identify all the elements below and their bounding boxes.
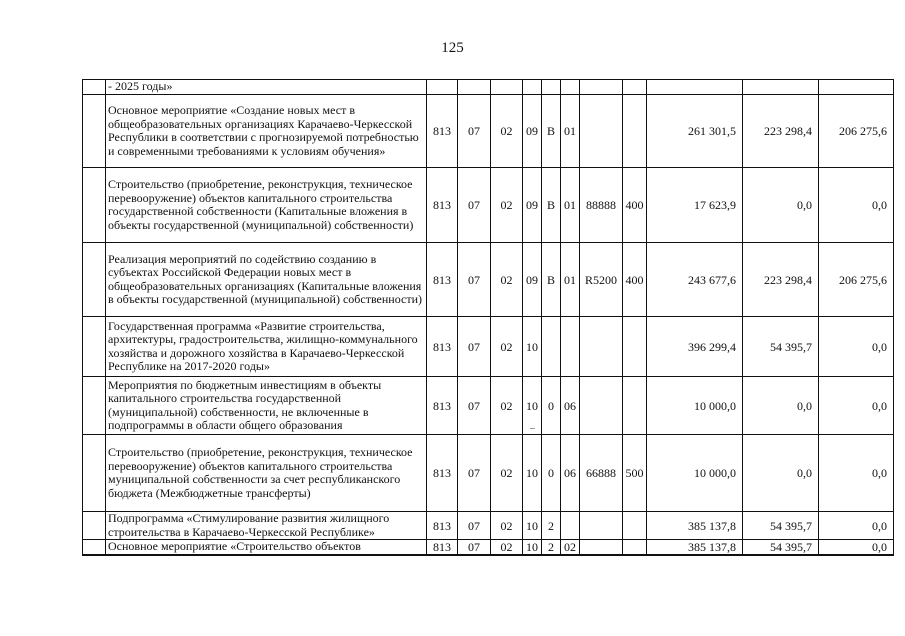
amount-2-cell: 0,0 (743, 435, 819, 512)
amount-2-cell: 223 298,4 (743, 95, 819, 168)
amount-1-cell (647, 80, 743, 95)
amount-1-cell: 396 299,4 (647, 317, 743, 377)
target4-cell (580, 95, 623, 168)
target2-cell (542, 80, 561, 95)
ministry-cell: 813 (427, 512, 458, 540)
section-cell: 07 (458, 168, 491, 243)
amount-3-cell: 206 275,6 (819, 95, 894, 168)
target3-cell: 02 (561, 540, 580, 556)
expense-type-cell (623, 80, 647, 95)
amount-1-cell: 385 137,8 (647, 512, 743, 540)
target2-cell: В (542, 168, 561, 243)
target1-cell (523, 80, 542, 95)
section-cell: 07 (458, 435, 491, 512)
item-name-cell: Реализация мероприятий по содействию созданию в субъектах Российской Федерации новых мест в общеобразовательных организациях (Капитальные вложения в объекты государственной (муниципальной) собственности) (106, 243, 427, 317)
subsection-cell: 02 (491, 512, 523, 540)
target4-cell (580, 317, 623, 377)
target3-cell (561, 317, 580, 377)
table-row (83, 80, 894, 95)
target4-cell: 66888 (580, 435, 623, 512)
target4-cell (580, 80, 623, 95)
target4-cell: 88888 (580, 168, 623, 243)
target4-cell (580, 377, 623, 435)
subsection-cell: 02 (491, 435, 523, 512)
target1-cell: 09 (523, 243, 542, 317)
expense-type-cell (623, 377, 647, 435)
subsection-cell: 02 (491, 95, 523, 168)
expense-type-cell: 400 (623, 168, 647, 243)
amount-1-cell: 243 677,6 (647, 243, 743, 317)
target1-cell: 10 (523, 512, 542, 540)
ministry-cell: 813 (427, 243, 458, 317)
subsection-cell (491, 80, 523, 95)
expense-type-cell (623, 512, 647, 540)
amount-2-cell: 0,0 (743, 377, 819, 435)
section-cell: 07 (458, 512, 491, 540)
target2-cell (542, 317, 561, 377)
budget-table (82, 79, 894, 556)
row-index-cell (83, 512, 106, 540)
table-row (83, 317, 894, 377)
row-index-cell (83, 80, 106, 95)
subsection-cell: 02 (491, 540, 523, 556)
expense-type-cell (623, 540, 647, 556)
row-index-cell (83, 435, 106, 512)
item-name-cell: Мероприятия по бюджетным инвестициям в объекты капитального строительства государственной (муниципальной) собственности, не включенные в подпрограммы в области общего образования (106, 377, 427, 435)
amount-1-cell: 10 000,0 (647, 435, 743, 512)
expense-type-cell (623, 317, 647, 377)
target3-cell (561, 512, 580, 540)
ministry-cell: 813 (427, 540, 458, 556)
ministry-cell: 813 (427, 435, 458, 512)
target1-cell: 10 (523, 540, 542, 556)
row-index-cell (83, 168, 106, 243)
ministry-cell: 813 (427, 317, 458, 377)
scan-mark (530, 428, 535, 429)
subsection-cell: 02 (491, 243, 523, 317)
amount-3-cell (819, 80, 894, 95)
item-name-cell: Основное мероприятие «Строительство объектов (106, 540, 427, 556)
section-cell: 07 (458, 377, 491, 435)
table-row (83, 512, 894, 540)
amount-3-cell: 0,0 (819, 377, 894, 435)
target3-cell: 06 (561, 377, 580, 435)
amount-2-cell: 223 298,4 (743, 243, 819, 317)
target1-cell: 10 (523, 435, 542, 512)
row-index-cell (83, 95, 106, 168)
target1-cell: 10 (523, 377, 542, 435)
subsection-cell: 02 (491, 168, 523, 243)
amount-2-cell (743, 80, 819, 95)
item-name-cell: Строительство (приобретение, реконструкция, техническое перевооружение) объектов капитального строительства муниципальной собственности за счет республиканского бюджета (Межбюджетные трансферты) (106, 435, 427, 512)
row-index-cell (83, 377, 106, 435)
target2-cell: В (542, 243, 561, 317)
amount-1-cell: 10 000,0 (647, 377, 743, 435)
row-index-cell (83, 243, 106, 317)
amount-2-cell: 0,0 (743, 168, 819, 243)
ministry-cell (427, 80, 458, 95)
expense-type-cell: 500 (623, 435, 647, 512)
table-row (83, 435, 894, 512)
item-name-cell: - 2025 годы» (106, 80, 427, 95)
section-cell (458, 80, 491, 95)
target4-cell: R5200 (580, 243, 623, 317)
amount-1-cell: 261 301,5 (647, 95, 743, 168)
item-name-cell: Подпрограмма «Стимулирование развития жилищного строительства в Карачаево-Черкесской Республике» (106, 512, 427, 540)
item-name-cell: Основное мероприятие «Создание новых мест в общеобразовательных организациях Карачаево-Черкесской Республики в соответствии с прогнозируемой потребностью и современными требованиями к условиям обучения» (106, 95, 427, 168)
amount-2-cell: 54 395,7 (743, 317, 819, 377)
table-row (83, 540, 894, 556)
target2-cell: 2 (542, 540, 561, 556)
target4-cell (580, 512, 623, 540)
table-row (83, 168, 894, 243)
target1-cell: 09 (523, 168, 542, 243)
target2-cell: 0 (542, 377, 561, 435)
table-row (83, 95, 894, 168)
target2-cell: В (542, 95, 561, 168)
target1-cell: 09 (523, 95, 542, 168)
target3-cell (561, 80, 580, 95)
target1-cell: 10 (523, 317, 542, 377)
expense-type-cell (623, 95, 647, 168)
ministry-cell: 813 (427, 168, 458, 243)
page-number: 125 (441, 40, 464, 56)
amount-1-cell: 385 137,8 (647, 540, 743, 556)
subsection-cell: 02 (491, 377, 523, 435)
target3-cell: 06 (561, 435, 580, 512)
table-row (83, 243, 894, 317)
amount-3-cell: 0,0 (819, 317, 894, 377)
ministry-cell: 813 (427, 95, 458, 168)
target4-cell (580, 540, 623, 556)
row-index-cell (83, 540, 106, 556)
expense-type-cell: 400 (623, 243, 647, 317)
table-row (83, 377, 894, 435)
amount-3-cell: 206 275,6 (819, 243, 894, 317)
ministry-cell: 813 (427, 377, 458, 435)
amount-2-cell: 54 395,7 (743, 540, 819, 556)
section-cell: 07 (458, 540, 491, 556)
section-cell: 07 (458, 95, 491, 168)
subsection-cell: 02 (491, 317, 523, 377)
amount-1-cell: 17 623,9 (647, 168, 743, 243)
amount-3-cell: 0,0 (819, 512, 894, 540)
section-cell: 07 (458, 317, 491, 377)
amount-3-cell: 0,0 (819, 168, 894, 243)
amount-3-cell: 0,0 (819, 435, 894, 512)
row-index-cell (83, 317, 106, 377)
amount-3-cell: 0,0 (819, 540, 894, 556)
amount-2-cell: 54 395,7 (743, 512, 819, 540)
item-name-cell: Государственная программа «Развитие строительства, архитектуры, градостроительства, жилищно-коммунального хозяйства и дорожного хозяйства в Карачаево-Черкесской Республике на 2017-2020 годы» (106, 317, 427, 377)
item-name-cell: Строительство (приобретение, реконструкция, техническое перевооружение) объектов капитального строительства государственной собственности (Капитальные вложения в объекты государственной (муниципальной) собственности) (106, 168, 427, 243)
target2-cell: 0 (542, 435, 561, 512)
target3-cell: 01 (561, 168, 580, 243)
section-cell: 07 (458, 243, 491, 317)
target3-cell: 01 (561, 95, 580, 168)
target3-cell: 01 (561, 243, 580, 317)
target2-cell: 2 (542, 512, 561, 540)
